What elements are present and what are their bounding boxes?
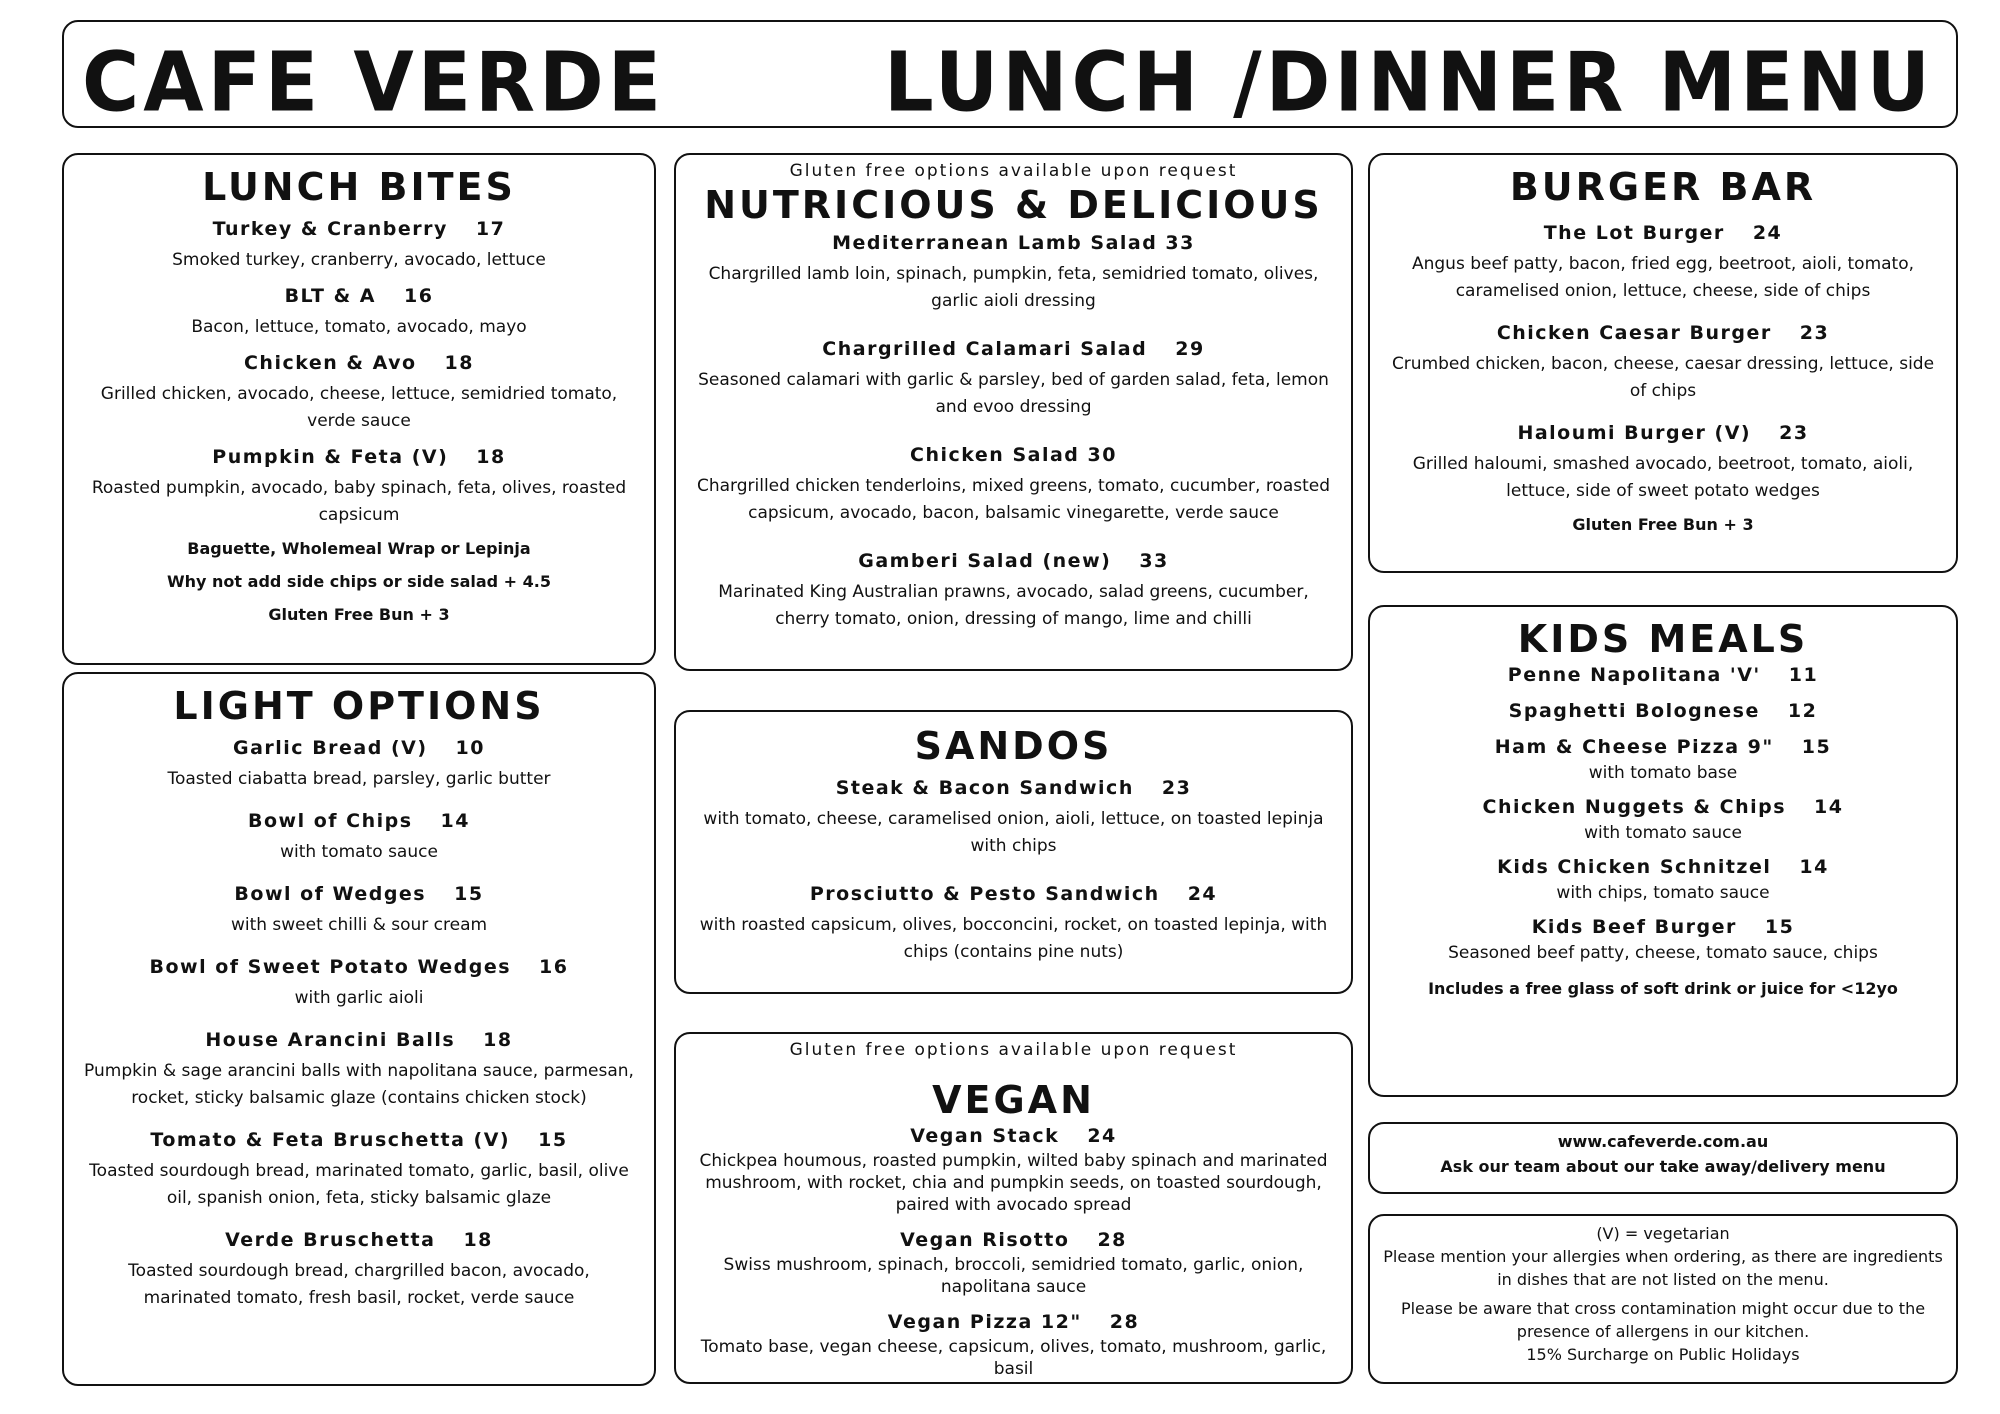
menu-item-price: 24 xyxy=(1187,883,1218,905)
menu-item-name: Chicken & Avo xyxy=(243,352,417,374)
menu-item-title xyxy=(1370,853,1956,881)
menu-item-description: Chargrilled chicken tenderloins, mixed greens, tomato, cucumber, roasted capsicum, avocado, bacon, balsamic vinegarette, verde sauce xyxy=(696,476,1331,523)
delivery-note: Ask our team about our take away/delivery menu xyxy=(1440,1157,1886,1176)
kids-meals-title: KIDS MEALS xyxy=(1517,617,1809,661)
menu-item-description: Crumbed chicken, bacon, cheese, caesar dressing, lettuce, side of chips xyxy=(1391,354,1935,401)
menu-item xyxy=(676,229,1351,315)
menu-item-name: Chargrilled Calamari Salad xyxy=(822,338,1148,360)
vegetarian-legend: (V) = vegetarian xyxy=(1596,1224,1730,1243)
menu-item xyxy=(1370,853,1956,905)
menu-item xyxy=(64,734,654,793)
burger-bar-section xyxy=(1368,153,1958,573)
menu-item-description: Toasted sourdough bread, marinated tomato, garlic, basil, olive oil, spanish onion, feta, sticky balsamic glaze xyxy=(89,1161,629,1208)
kids-meals-section xyxy=(1368,605,1958,1097)
menu-item-name: Verde Bruschetta xyxy=(225,1229,436,1251)
menu-item-title xyxy=(64,734,654,762)
menu-item-price: 28 xyxy=(1109,1311,1140,1333)
menu-item xyxy=(676,547,1351,633)
website-link[interactable]: www.cafeverde.com.au xyxy=(1557,1132,1769,1151)
sandos-title: SANDOS xyxy=(914,724,1113,768)
menu-item-name: Kids Beef Burger xyxy=(1531,916,1737,938)
menu-item-description: Toasted ciabatta bread, parsley, garlic butter xyxy=(167,769,551,789)
lunch-bites-title: LUNCH BITES xyxy=(202,165,516,209)
menu-item xyxy=(64,443,654,529)
menu-item-title xyxy=(1370,697,1956,725)
menu-item-price: 18 xyxy=(463,1229,493,1251)
menu-item-description: Grilled chicken, avocado, cheese, lettuce, semidried tomato, verde sauce xyxy=(100,384,618,431)
menu-item-title xyxy=(64,282,654,310)
menu-item-price: 14 xyxy=(1799,856,1829,878)
menu-item-price: 12 xyxy=(1787,700,1818,722)
menu-item xyxy=(1370,913,1956,965)
menu-item-description: with roasted capsicum, olives, bocconcini, rocket, on toasted lepinja, with chips (contains pine nuts) xyxy=(699,915,1328,962)
menu-item-description: with tomato, cheese, caramelised onion, aioli, lettuce, on toasted lepinja with chips xyxy=(703,809,1324,856)
menu-item-title xyxy=(676,1122,1351,1150)
allergy-note: Please mention your allergies when ordering, as there are ingredients in dishes that are not listed on the menu. xyxy=(1383,1247,1943,1289)
menu-item-title xyxy=(1370,913,1956,941)
menu-item-price: 23 xyxy=(1161,777,1192,799)
menu-item xyxy=(676,335,1351,421)
menu-item-description: Pumpkin & sage arancini balls with napolitana sauce, parmesan, rocket, sticky balsamic glaze (contains chicken stock) xyxy=(84,1061,634,1108)
menu-item-name: Penne Napolitana 'V' xyxy=(1507,664,1761,686)
menu-item-price: 16 xyxy=(539,956,569,978)
menu-item-price: 29 xyxy=(1175,338,1205,360)
menu-item xyxy=(64,349,654,435)
menu-item-price: 18 xyxy=(444,352,474,374)
menu-item-description: Tomato base, vegan cheese, capsicum, olives, tomato, mushroom, garlic, basil xyxy=(700,1337,1327,1379)
menu-item xyxy=(64,215,654,274)
menu-item-name: Chicken Salad 30 xyxy=(910,444,1117,466)
menu-item-description: with tomato sauce xyxy=(280,842,438,862)
lunch-bites-section xyxy=(62,153,656,665)
vegan-title: VEGAN xyxy=(932,1078,1095,1122)
menu-item xyxy=(1370,733,1956,785)
menu-item-title xyxy=(64,953,654,981)
menu-item-description: Swiss mushroom, spinach, broccoli, semidried tomato, garlic, onion, napolitana sauce xyxy=(723,1255,1304,1297)
menu-item-name: Bowl of Sweet Potato Wedges xyxy=(149,956,512,978)
menu-item-price: 17 xyxy=(475,218,506,240)
burger-gf-note: Gluten Free Bun + 3 xyxy=(1572,515,1754,534)
menu-item-name: Vegan Risotto xyxy=(900,1229,1070,1251)
menu-item xyxy=(676,1122,1351,1216)
kids-note: Includes a free glass of soft drink or juice for <12yo xyxy=(1428,979,1898,998)
menu-item-price: 14 xyxy=(440,810,470,832)
menu-item-name: Tomato & Feta Bruschetta (V) xyxy=(150,1129,511,1151)
menu-item-price: 24 xyxy=(1752,222,1783,244)
menu-item-description: with sweet chilli & sour cream xyxy=(230,915,488,935)
menu-item-name: The Lot Burger xyxy=(1543,222,1725,244)
menu-item xyxy=(1370,219,1956,305)
menu-item-title xyxy=(676,774,1351,802)
menu-item-name: Steak & Bacon Sandwich xyxy=(835,777,1134,799)
menu-item xyxy=(1370,697,1956,725)
menu-item-description: Toasted sourdough bread, chargrilled bacon, avocado, marinated tomato, fresh basil, rocket, verde sauce xyxy=(128,1261,590,1308)
header-box xyxy=(62,20,1958,131)
menu-item-title xyxy=(676,547,1351,575)
menu-item xyxy=(64,1226,654,1312)
menu-item-price: 28 xyxy=(1097,1229,1127,1251)
nutricious-gf-note: Gluten free options available upon request xyxy=(789,161,1238,181)
menu-item-price: 15 xyxy=(454,883,484,905)
menu-item-title xyxy=(64,1126,654,1154)
menu-item xyxy=(676,774,1351,860)
menu-item-description: Seasoned calamari with garlic & parsley, bed of garden salad, feta, lemon and evoo dressing xyxy=(698,370,1329,417)
menu-item-description: Chargrilled lamb loin, spinach, pumpkin, feta, semidried tomato, olives, garlic aioli dressing xyxy=(708,264,1319,311)
menu-item-description: with chips, tomato sauce xyxy=(1556,883,1770,903)
menu-item xyxy=(676,1226,1351,1298)
menu-item-description: Grilled haloumi, smashed avocado, beetroot, tomato, aioli, lettuce, side of sweet potato wedges xyxy=(1412,454,1914,501)
menu-item-title xyxy=(64,807,654,835)
menu-item-title xyxy=(676,229,1351,257)
menu-item-price: 18 xyxy=(476,446,506,468)
nutricious-section xyxy=(674,153,1353,671)
menu-item-price: 18 xyxy=(483,1029,513,1051)
menu-item-title xyxy=(1370,661,1956,689)
menu-item-price: 16 xyxy=(403,285,434,307)
menu-item xyxy=(64,1126,654,1212)
menu-item-description: Marinated King Australian prawns, avocado, salad greens, cucumber, cherry tomato, onion, dressing of mango, lime and chilli xyxy=(718,582,1309,629)
menu-item-name: Prosciutto & Pesto Sandwich xyxy=(809,883,1160,905)
menu-item-title xyxy=(64,1226,654,1254)
menu-item-name: BLT & A xyxy=(284,285,376,307)
light-options-section xyxy=(62,672,656,1386)
menu-item-price: 23 xyxy=(1799,322,1830,344)
menu-item xyxy=(64,953,654,1012)
cross-contamination-note: Please be aware that cross contamination might occur due to the presence of allergens in our kitchen. xyxy=(1400,1299,1926,1341)
cafe-name: CAFE VERDE xyxy=(82,35,666,131)
lunch-note-gf: Gluten Free Bun + 3 xyxy=(268,605,450,624)
info-section xyxy=(1368,1214,1958,1384)
menu-item-title xyxy=(676,441,1351,469)
menu-item-title xyxy=(64,880,654,908)
surcharge-note: 15% Surcharge on Public Holidays xyxy=(1526,1345,1800,1364)
vegan-gf-note: Gluten free options available upon request xyxy=(789,1040,1238,1060)
menu-item-title xyxy=(64,215,654,243)
menu-item-name: Bowl of Chips xyxy=(248,810,413,832)
menu-item xyxy=(676,1308,1351,1380)
menu-item-name: House Arancini Balls xyxy=(205,1029,456,1051)
menu-item-name: Mediterranean Lamb Salad 33 xyxy=(832,232,1195,254)
menu-item-description: Angus beef patty, bacon, fried egg, beetroot, aioli, tomato, caramelised onion, lettuce, cheese, side of chips xyxy=(1411,254,1915,301)
menu-item-name: Vegan Pizza 12" xyxy=(887,1311,1082,1333)
menu-item-description: Roasted pumpkin, avocado, baby spinach, feta, olives, roasted capsicum xyxy=(91,478,627,525)
menu-item-title xyxy=(676,880,1351,908)
menu-item-name: Gamberi Salad (new) xyxy=(858,550,1112,572)
menu-item-name: Turkey & Cranberry xyxy=(212,218,448,240)
menu-item-name: Haloumi Burger (V) xyxy=(1517,422,1752,444)
menu-item-price: 10 xyxy=(455,737,485,759)
menu-item xyxy=(1370,319,1956,405)
menu-item-name: Vegan Stack xyxy=(910,1125,1060,1147)
burger-bar-title: BURGER BAR xyxy=(1509,165,1817,209)
menu-item-description: Chickpea houmous, roasted pumpkin, wilted baby spinach and marinated mushroom, with rocket, chia and pumpkin seeds, on toasted sourdough, paired with avocado spread xyxy=(699,1151,1328,1215)
lunch-note-bread: Baguette, Wholemeal Wrap or Lepinja xyxy=(187,539,531,558)
menu-item-title xyxy=(676,1308,1351,1336)
menu-item-title xyxy=(1370,419,1956,447)
menu-item-title xyxy=(676,1226,1351,1254)
menu-item-title xyxy=(1370,319,1956,347)
menu-item-description: with garlic aioli xyxy=(294,988,424,1008)
menu-item-price: 33 xyxy=(1139,550,1169,572)
menu-item-title xyxy=(64,1026,654,1054)
menu-item xyxy=(64,807,654,866)
menu-item xyxy=(676,880,1351,966)
menu-item xyxy=(676,441,1351,527)
menu-item-name: Chicken Caesar Burger xyxy=(1496,322,1772,344)
lunch-note-sides: Why not add side chips or side salad + 4.5 xyxy=(167,572,551,591)
menu-item-title xyxy=(1370,793,1956,821)
menu-item-title xyxy=(1370,219,1956,247)
menu-item xyxy=(64,880,654,939)
menu-item-name: Ham & Cheese Pizza 9" xyxy=(1494,736,1774,758)
vegan-section xyxy=(674,1032,1353,1384)
menu-item-title xyxy=(64,349,654,377)
menu-item-price: 15 xyxy=(1764,916,1795,938)
contact-section xyxy=(1368,1122,1958,1194)
menu-item xyxy=(1370,793,1956,845)
menu-item-price: 11 xyxy=(1788,664,1819,686)
nutricious-title: NUTRICIOUS & DELICIOUS xyxy=(704,183,1323,227)
menu-item-price: 23 xyxy=(1779,422,1809,444)
menu-item-description: Seasoned beef patty, cheese, tomato sauce, chips xyxy=(1448,943,1878,963)
menu-item-name: Pumpkin & Feta (V) xyxy=(212,446,449,468)
menu-item-description: with tomato sauce xyxy=(1584,823,1742,843)
sandos-section xyxy=(674,710,1353,994)
menu-item-price: 14 xyxy=(1814,796,1844,818)
menu-item-price: 15 xyxy=(1801,736,1832,758)
menu-item-description: Smoked turkey, cranberry, avocado, lettuce xyxy=(172,250,546,270)
menu-item-name: Bowl of Wedges xyxy=(234,883,427,905)
light-options-title: LIGHT OPTIONS xyxy=(173,684,545,728)
menu-item-name: Spaghetti Bolognese xyxy=(1508,700,1760,722)
menu-item xyxy=(1370,661,1956,689)
menu-item-description: Bacon, lettuce, tomato, avocado, mayo xyxy=(191,317,527,337)
menu-item-price: 15 xyxy=(538,1129,568,1151)
menu-title: LUNCH /DINNER MENU xyxy=(883,35,1934,131)
menu-item-name: Chicken Nuggets & Chips xyxy=(1482,796,1787,818)
menu-item xyxy=(64,282,654,341)
menu-item-title xyxy=(1370,733,1956,761)
menu-item-title xyxy=(676,335,1351,363)
menu-item xyxy=(64,1026,654,1112)
menu-item-name: Garlic Bread (V) xyxy=(233,737,428,759)
menu-item-name: Kids Chicken Schnitzel xyxy=(1497,856,1772,878)
menu-item-title xyxy=(64,443,654,471)
menu-item-description: with tomato base xyxy=(1588,763,1738,783)
menu-item xyxy=(1370,419,1956,505)
menu-item-price: 24 xyxy=(1087,1125,1117,1147)
